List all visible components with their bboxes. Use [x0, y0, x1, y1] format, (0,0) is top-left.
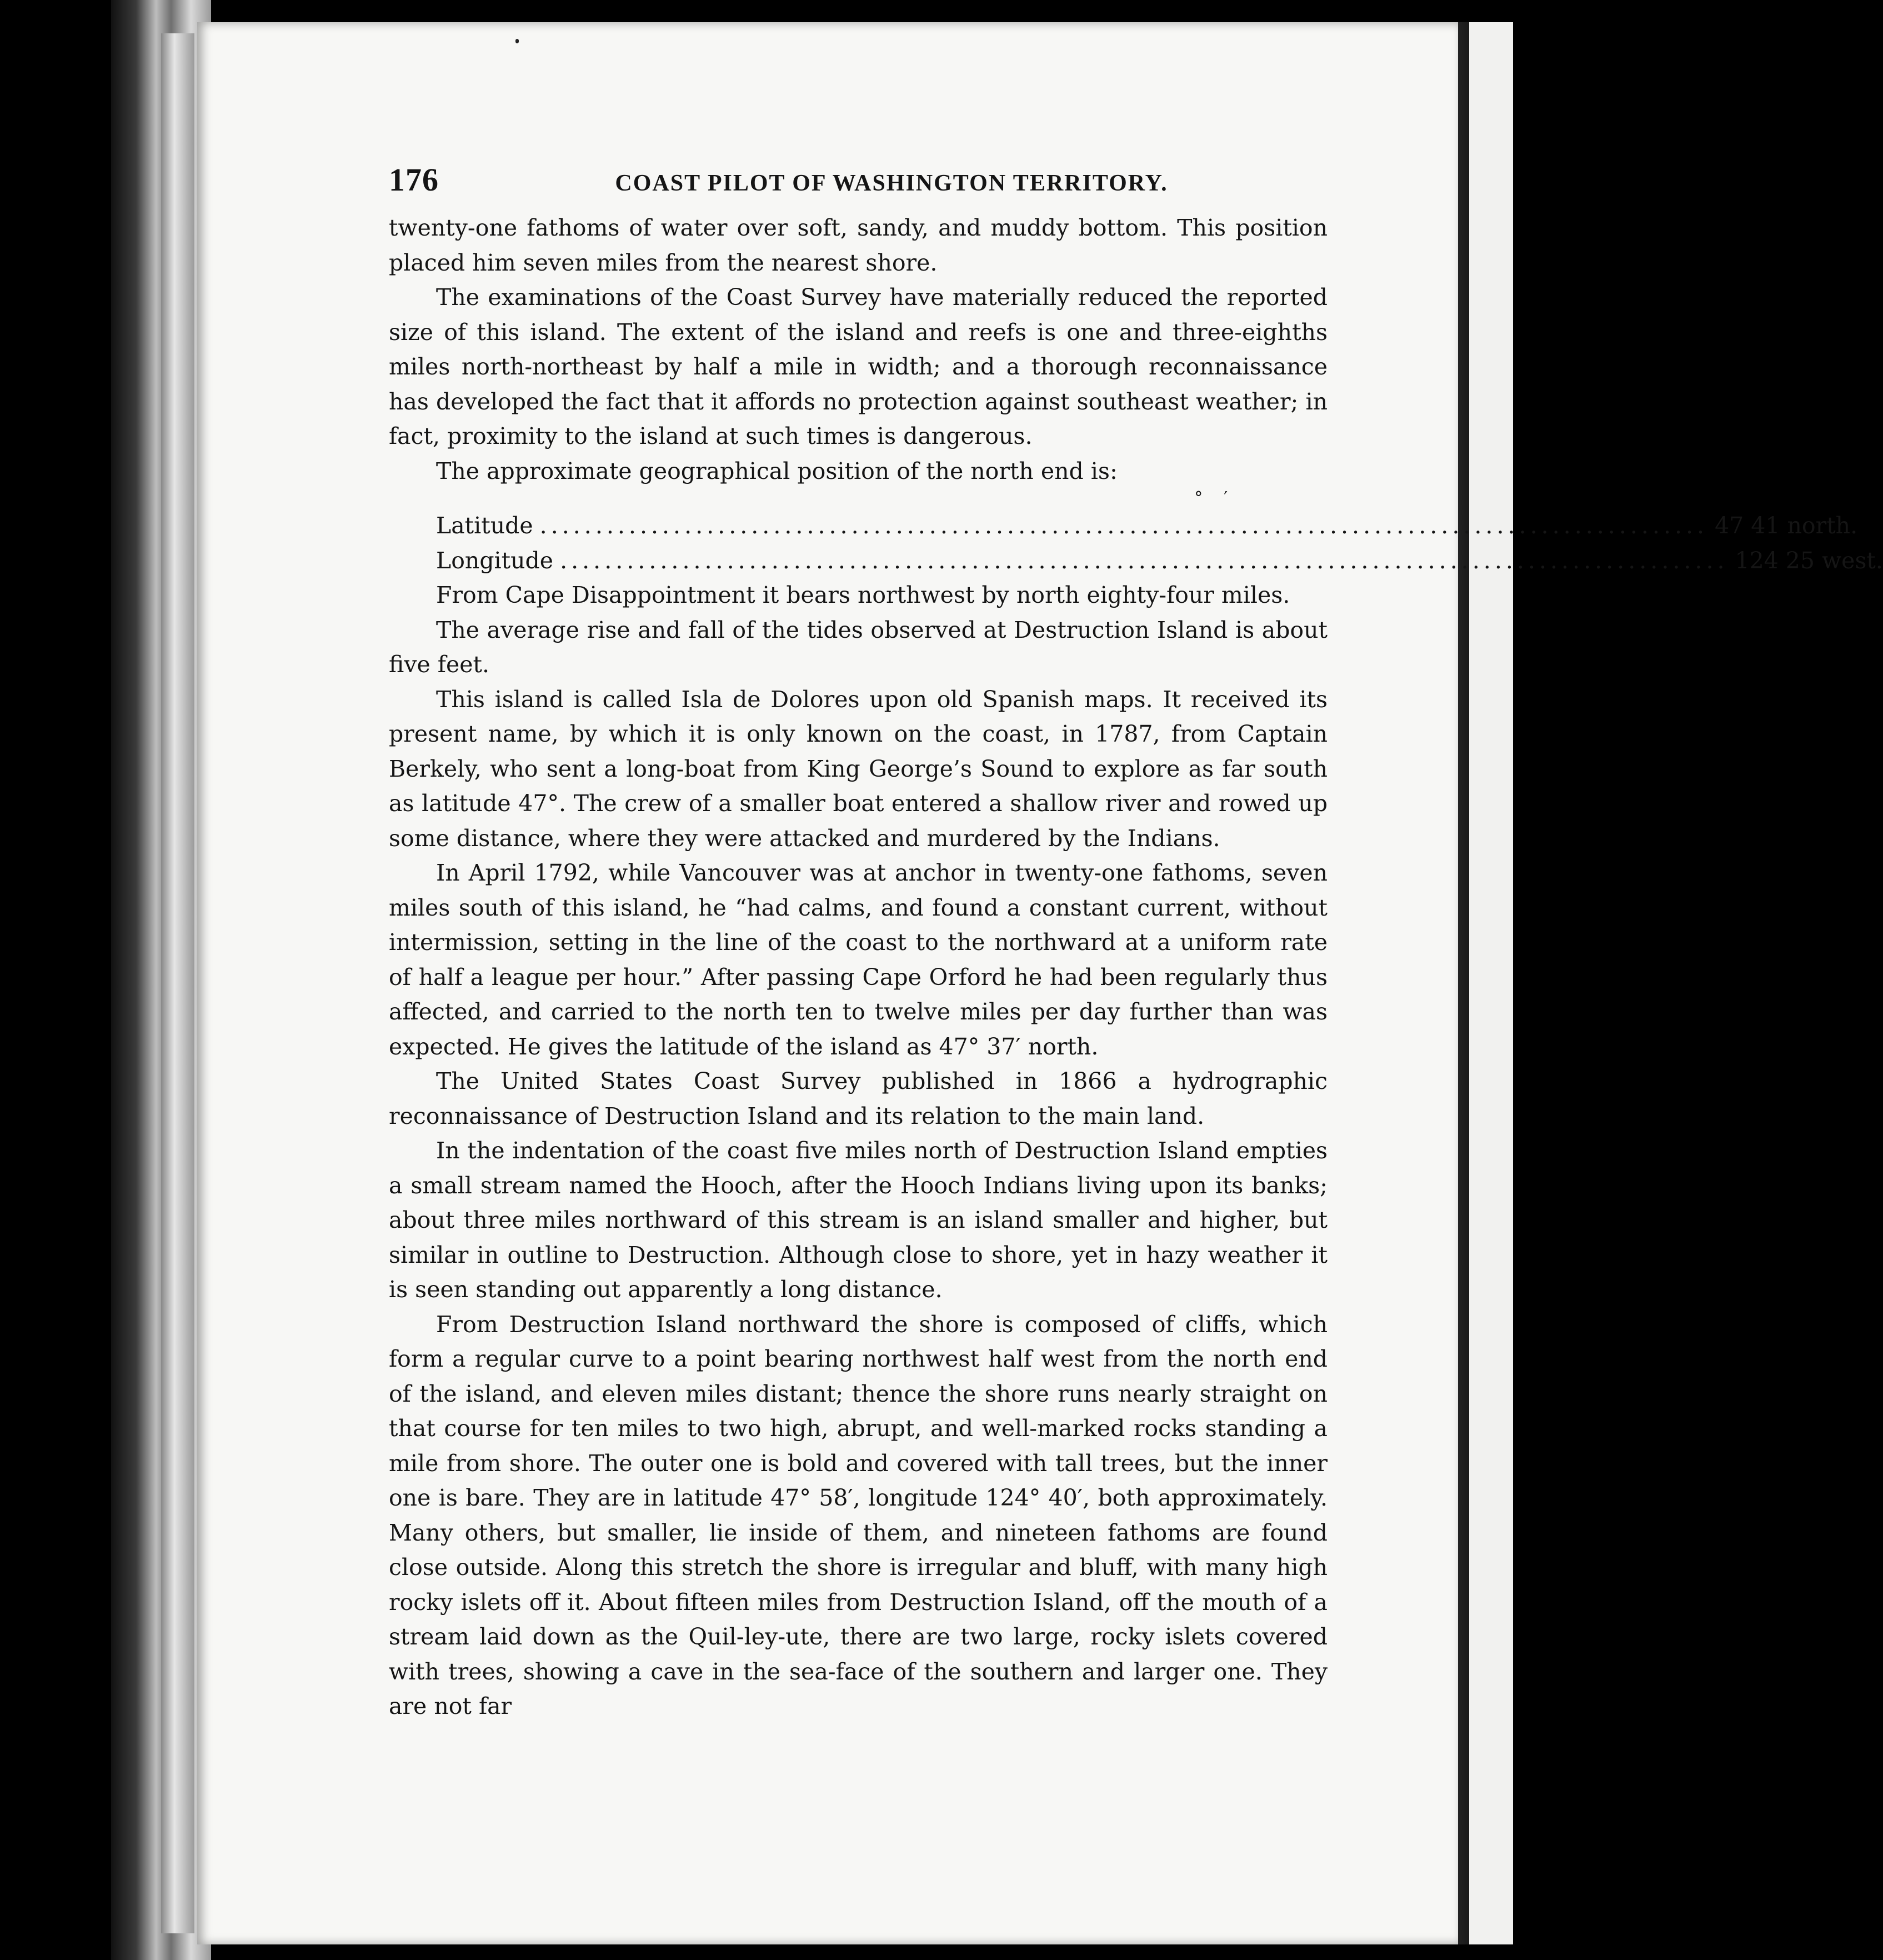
longitude-row — [436, 543, 1883, 578]
paragraph: From Destruction Island northward the shore is composed of cliffs, which form a regular curve to a point bearing northwest half west from the north end of the island, and eleven miles distant; thence the shore runs nearly straight on that course for ten miles to two high, abrupt, and well-marked rocks standing a mile from shore. The outer one is bold and covered with tall trees, but the inner one is bare. They are in latitude 47° 58′, longitude 124° 40′, both approximately. Many others, but smaller, lie inside of them, and nineteen fathoms are found close outside. Along this stretch the shore is irregular and bluff, with many high rocky islets off it. About fifteen miles from Destruction Island, off the mouth of a stream laid down as the Quil-ley-ute, there are two large, rocky islets covered with trees, showing a cave in the sea-face of the southern and larger one. They are not far — [389, 1311, 1328, 1719]
latitude-row — [436, 508, 1858, 543]
page-header — [389, 161, 1328, 198]
paragraph: twenty-one fathoms of water over soft, sandy, and muddy bottom. This position placed him seven miles from the nearest shore. — [389, 214, 1328, 276]
paragraph: This island is called Isla de Dolores upon old Spanish maps. It received its present name, by which it is only known on the coast, in 1787, from Captain Berkely, who sent a long-boat from King George’s Sound to explore as far south as latitude 47°. The crew of a smaller boat entered a shallow river and rowed up some distance, where they were attacked and murdered by the Indians. — [389, 686, 1328, 852]
paragraph: The United States Coast Survey published in 1866 a hydrographic reconnaissance of Destruction Island and its relation to the main land. — [389, 1068, 1328, 1129]
paragraph: The average rise and fall of the tides observed at Destruction Island is about five feet. — [389, 616, 1328, 678]
ink-speck — [515, 39, 519, 43]
paragraph: The examinations of the Coast Survey have materially reduced the reported size of this island. The extent of the island and reefs is one and three-eighths miles north-northeast by half a mile in width; and a thorough reconnaissance has developed the fact that it affords no protection against southeast weather; in fact, proximity to the island at such times is dangerous. — [389, 284, 1328, 449]
facing-page-sliver — [1469, 22, 1513, 1944]
paragraph: The approximate geographical position of the north end is: — [436, 457, 1118, 484]
position-table — [389, 488, 1883, 578]
longitude-value: 124 25 west. — [1735, 547, 1883, 574]
longitude-label: Longitude — [436, 547, 554, 574]
page-text — [389, 161, 1883, 1724]
latitude-value: 47 41 north. — [1715, 512, 1858, 539]
page-number: 176 — [389, 162, 439, 198]
paragraph: In April 1792, while Vancouver was at anchor in twenty-one fathoms, seven miles south of this island, he “had calms, and found a constant current, without intermission, setting in the line of the coast to the northward at a uniform rate of half a league per hour.” After passing Cape Orford he had been regularly thus affected, and carried to the north ten to twelve miles per day further than was expected. He gives the latitude of the island as 47° 37′ north. — [389, 859, 1328, 1060]
running-head: COAST PILOT OF WASHINGTON TERRITORY. — [615, 171, 1168, 196]
degree-unit: ° — [1194, 488, 1203, 508]
paragraph: In the indentation of the coast five miles north of Destruction Island empties a small stream named the Hooch, after the Hooch Indians living upon its banks; about three miles northward of this stream is an island smaller and higher, but similar in outline to Destruction. Although close to shore, yet in hazy weather it is seen standing out apparently a long distance. — [389, 1137, 1328, 1303]
page-stack-edge — [161, 33, 194, 1933]
dot-leader: ......................................................................................................... — [539, 512, 1709, 539]
latitude-label: Latitude — [436, 512, 533, 539]
paragraph: From Cape Disappointment it bears northwest by north eighty-four miles. — [436, 582, 1290, 608]
dot-leader: ......................................................................................................... — [560, 547, 1729, 574]
minute-unit: ′ — [1224, 488, 1228, 508]
unit-row — [436, 488, 1328, 508]
